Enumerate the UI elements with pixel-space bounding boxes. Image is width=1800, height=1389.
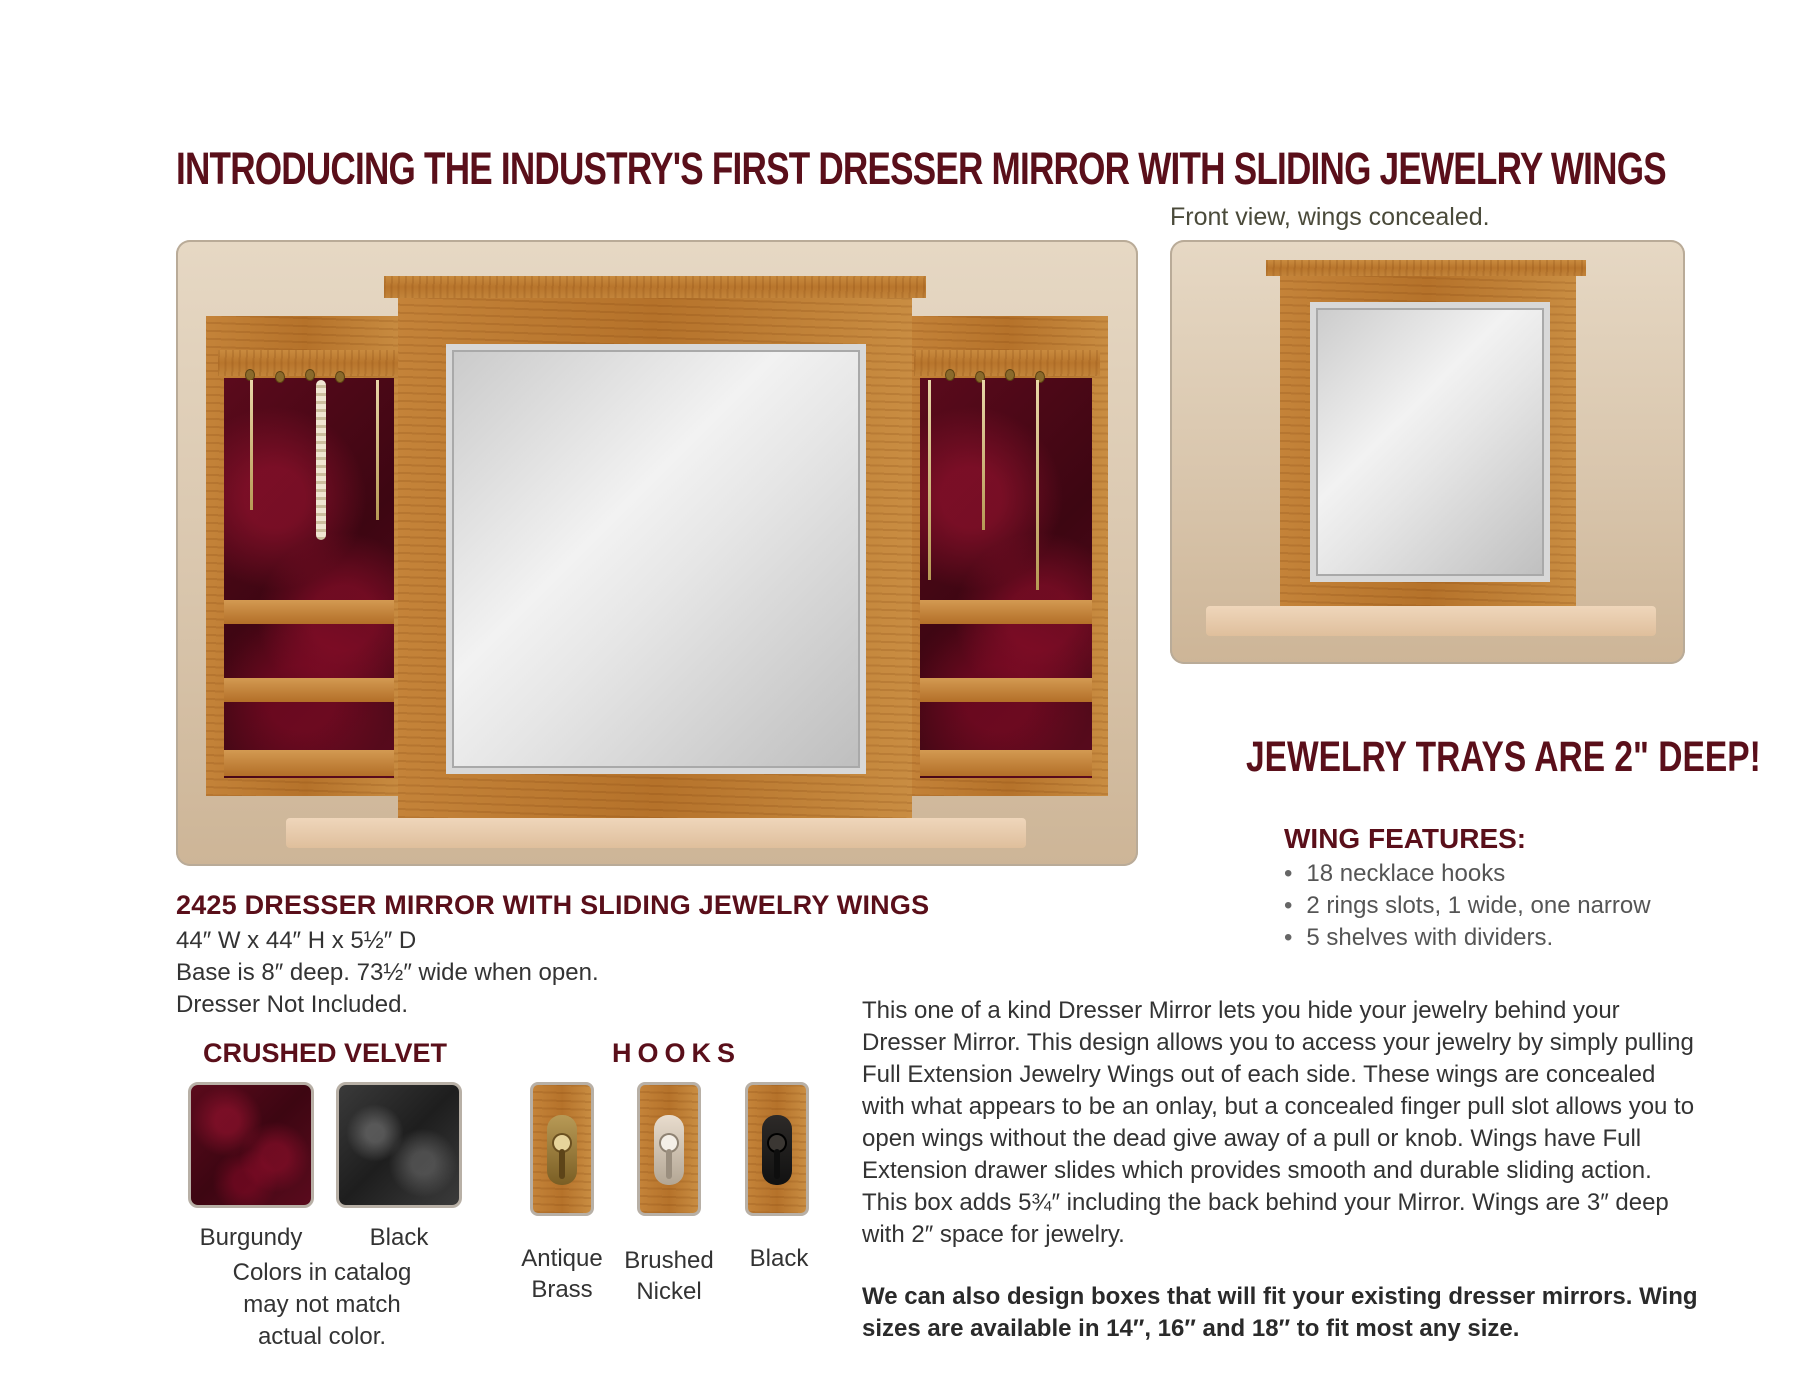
front-mirror-base <box>1206 606 1656 636</box>
hook-label-line: Nickel <box>636 1278 702 1305</box>
product-specs <box>176 925 599 1021</box>
color-disclaimer-line: Colors in catalog <box>232 1259 412 1286</box>
hook-label-line: Brushed <box>624 1247 714 1274</box>
antique-brass-label <box>510 1243 614 1305</box>
product-title: 2425 DRESSER MIRROR WITH SLIDING JEWELRY WINGS <box>176 890 930 920</box>
hook-label-line: Black <box>749 1245 809 1272</box>
color-disclaimer <box>200 1257 444 1353</box>
necklace <box>1036 380 1039 590</box>
product-photo-wings-open <box>176 240 1138 866</box>
mirror-glass <box>446 344 866 774</box>
hook-dot <box>336 372 344 382</box>
brushed-nickel-label <box>615 1245 723 1307</box>
antique-brass-hook-swatch[interactable] <box>530 1082 594 1216</box>
mirror-crown <box>384 276 926 298</box>
left-shelf-2 <box>224 678 394 702</box>
hook-stem-icon <box>774 1149 780 1179</box>
spec-line: 44″ W x 44″ H x 5½″ D <box>176 927 417 954</box>
product-photo-front-view <box>1170 240 1685 664</box>
right-shelf-2 <box>920 678 1092 702</box>
spec-line: Base is 8″ deep. 73½″ wide when open. <box>176 959 599 986</box>
necklace <box>928 380 931 580</box>
hook-label-line: Brass <box>531 1276 593 1303</box>
left-shelf-3 <box>224 750 394 776</box>
trays-callout: JEWELRY TRAYS ARE 2" DEEP! <box>1246 733 1761 781</box>
necklace <box>250 380 253 510</box>
brushed-nickel-hook-swatch[interactable] <box>637 1082 701 1216</box>
hook-stem-icon <box>666 1149 672 1179</box>
left-shelf-1 <box>224 600 394 624</box>
color-disclaimer-line: may not match <box>243 1291 401 1318</box>
front-mirror-glass <box>1310 302 1550 582</box>
crushed-velvet-heading: CRUSHED VELVET <box>203 1038 448 1068</box>
mirror-base <box>286 818 1026 848</box>
list-item: • 2 rings slots, 1 wide, one narrow <box>1284 890 1651 922</box>
hook-stem-icon <box>559 1149 565 1179</box>
front-view-caption: Front view, wings concealed. <box>1170 203 1490 231</box>
black-label: Black <box>369 1224 429 1251</box>
list-item: • 5 shelves with dividers. <box>1284 922 1651 954</box>
hook-dot <box>246 370 254 380</box>
necklace <box>982 380 985 530</box>
spec-line: Dresser Not Included. <box>176 991 409 1018</box>
custom-sizes-note: We can also design boxes that will fit your existing dresser mirrors. Wing sizes are available in 14″, 16″ and 18″ to fit most any size. <box>862 1283 1698 1342</box>
pearl-necklace <box>316 380 326 540</box>
black-hook-label <box>735 1243 823 1274</box>
right-shelf-3 <box>920 750 1092 776</box>
page-headline: INTRODUCING THE INDUSTRY'S FIRST DRESSER MIRROR WITH SLIDING JEWELRY WINGS <box>176 143 1666 194</box>
burgundy-label: Burgundy <box>199 1224 303 1251</box>
wing-features-list <box>1284 858 1651 954</box>
hooks-heading: HOOKS <box>612 1038 742 1068</box>
hook-dot <box>1006 370 1014 380</box>
color-disclaimer-line: actual color. <box>257 1323 387 1350</box>
hook-dot <box>306 370 314 380</box>
front-mirror-crown <box>1266 260 1586 276</box>
hook-dot <box>946 370 954 380</box>
right-shelf-1 <box>920 600 1092 624</box>
black-hook-swatch[interactable] <box>745 1082 809 1216</box>
hook-dot <box>276 372 284 382</box>
wing-features-title: WING FEATURES: <box>1284 823 1527 854</box>
hook-label-line: Antique <box>521 1245 603 1272</box>
necklace <box>376 380 379 520</box>
product-description: This one of a kind Dresser Mirror lets you hide your jewelry behind your Dresser Mirror. This design allows you to access your jewelry by simply pulling Full Extension Jewelry Wings out of each side. These wings are concealed with what appears to be an onlay, but a concealed finger pull slot allows you to open wings without the dead give away of a pull or knob. Wings have Full Extension drawer slides which provides smooth and durable sliding action. This box adds 5¾″ including the back behind your Mirror. Wings are 3″ deep with 2″ space for jewelry. <box>862 997 1695 1248</box>
list-item: • 18 necklace hooks <box>1284 858 1651 890</box>
black-velvet-swatch[interactable] <box>336 1082 462 1208</box>
burgundy-velvet-swatch[interactable] <box>188 1082 314 1208</box>
right-wing-velvet <box>920 378 1092 778</box>
